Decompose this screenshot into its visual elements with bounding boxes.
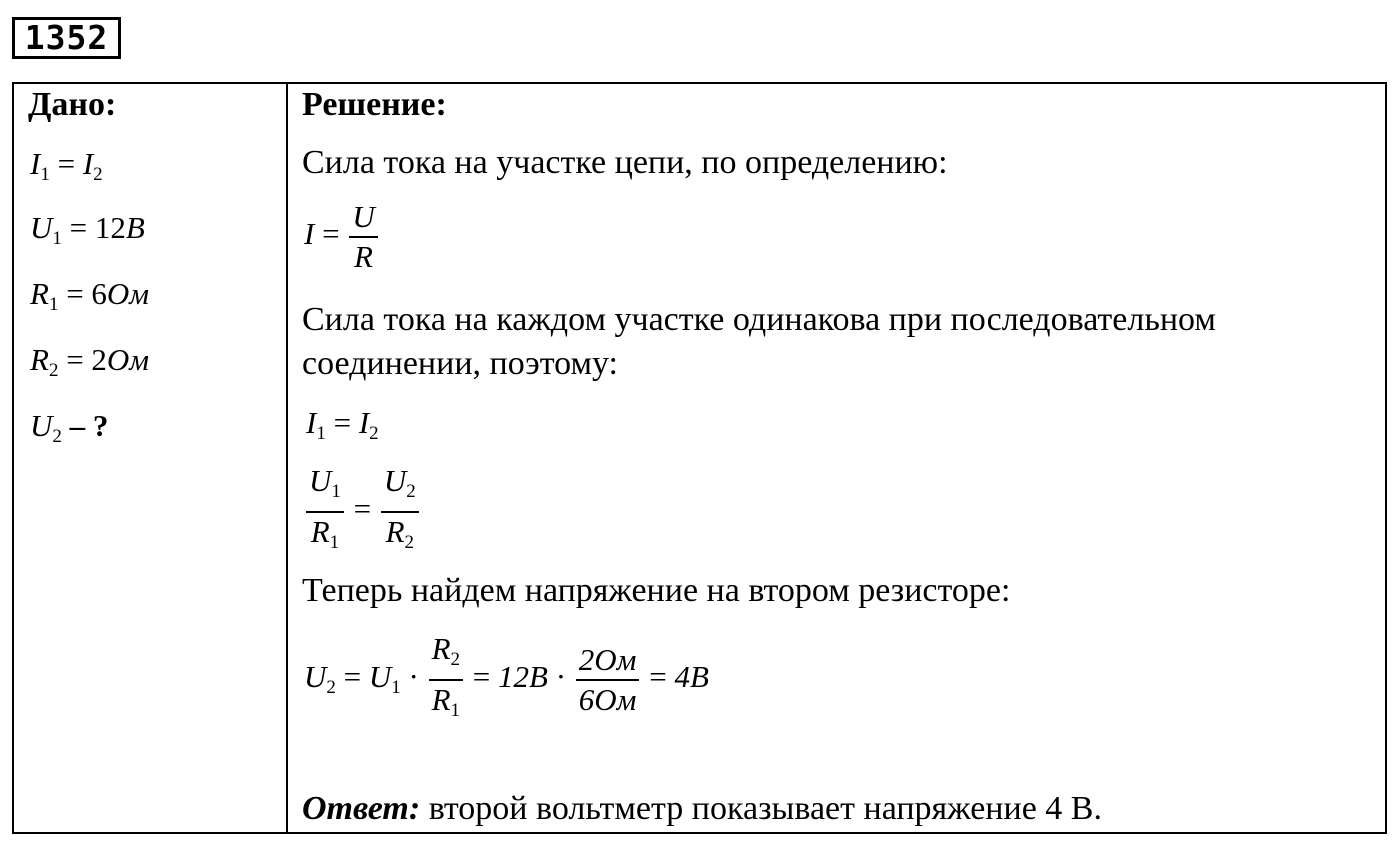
solution-line-2: Сила тока на каждом участке одинакова при последовательном — [302, 301, 1216, 338]
given-resistance-2: $R_2 = 2Ом$ — [30, 342, 150, 381]
column-divider — [286, 82, 288, 834]
solution-line-4: Теперь найдем напряжение на втором резисторе: — [302, 572, 1011, 609]
solution-line-3: соединении, поэтому: — [302, 345, 618, 382]
given-resistance-1: $R_1 = 6Ом$ — [30, 276, 150, 315]
formula-current-equality: $I_1 = I_2$ — [306, 405, 379, 444]
given-current-equality: $I_1 = I_2$ — [30, 146, 103, 185]
solution-heading: Решение: — [302, 86, 447, 123]
problem-number: 1352 — [12, 17, 121, 59]
answer-label: Ответ: — [302, 790, 421, 827]
answer-text: второй вольтметр показывает напряжение 4 В. — [420, 790, 1102, 827]
fraction-values: $\frac{2Ом}{6Ом}$ — [576, 643, 640, 717]
formula-ohms-law: I = $\frac{U}{R}$ — [304, 200, 380, 274]
answer-line — [302, 790, 1102, 828]
given-unknown: $U_2$ – ? — [30, 408, 109, 447]
fraction-resistances: $\frac{R_2}{R_1}$ — [429, 632, 463, 728]
given-voltage-1: $U_1 = 12B$ — [30, 210, 145, 249]
formula-ratio: $\frac{U_1}{R_1}$ = $\frac{U_2}{R_2}$ — [304, 464, 421, 560]
solution-line-1: Сила тока на участке цепи, по определению: — [302, 144, 948, 181]
fraction-left: $\frac{U_1}{R_1}$ — [306, 464, 344, 560]
given-heading: Дано: — [28, 86, 117, 123]
fraction-right: $\frac{U_2}{R_2}$ — [381, 464, 419, 560]
formula-final-calculation: $U_2 = U_1$ · $\frac{R_2}{R_1}$ = 12B · $\frac{2Ом}{6Ом}$ = 4B — [304, 632, 709, 728]
fraction: $\frac{U}{R}$ — [349, 200, 377, 274]
